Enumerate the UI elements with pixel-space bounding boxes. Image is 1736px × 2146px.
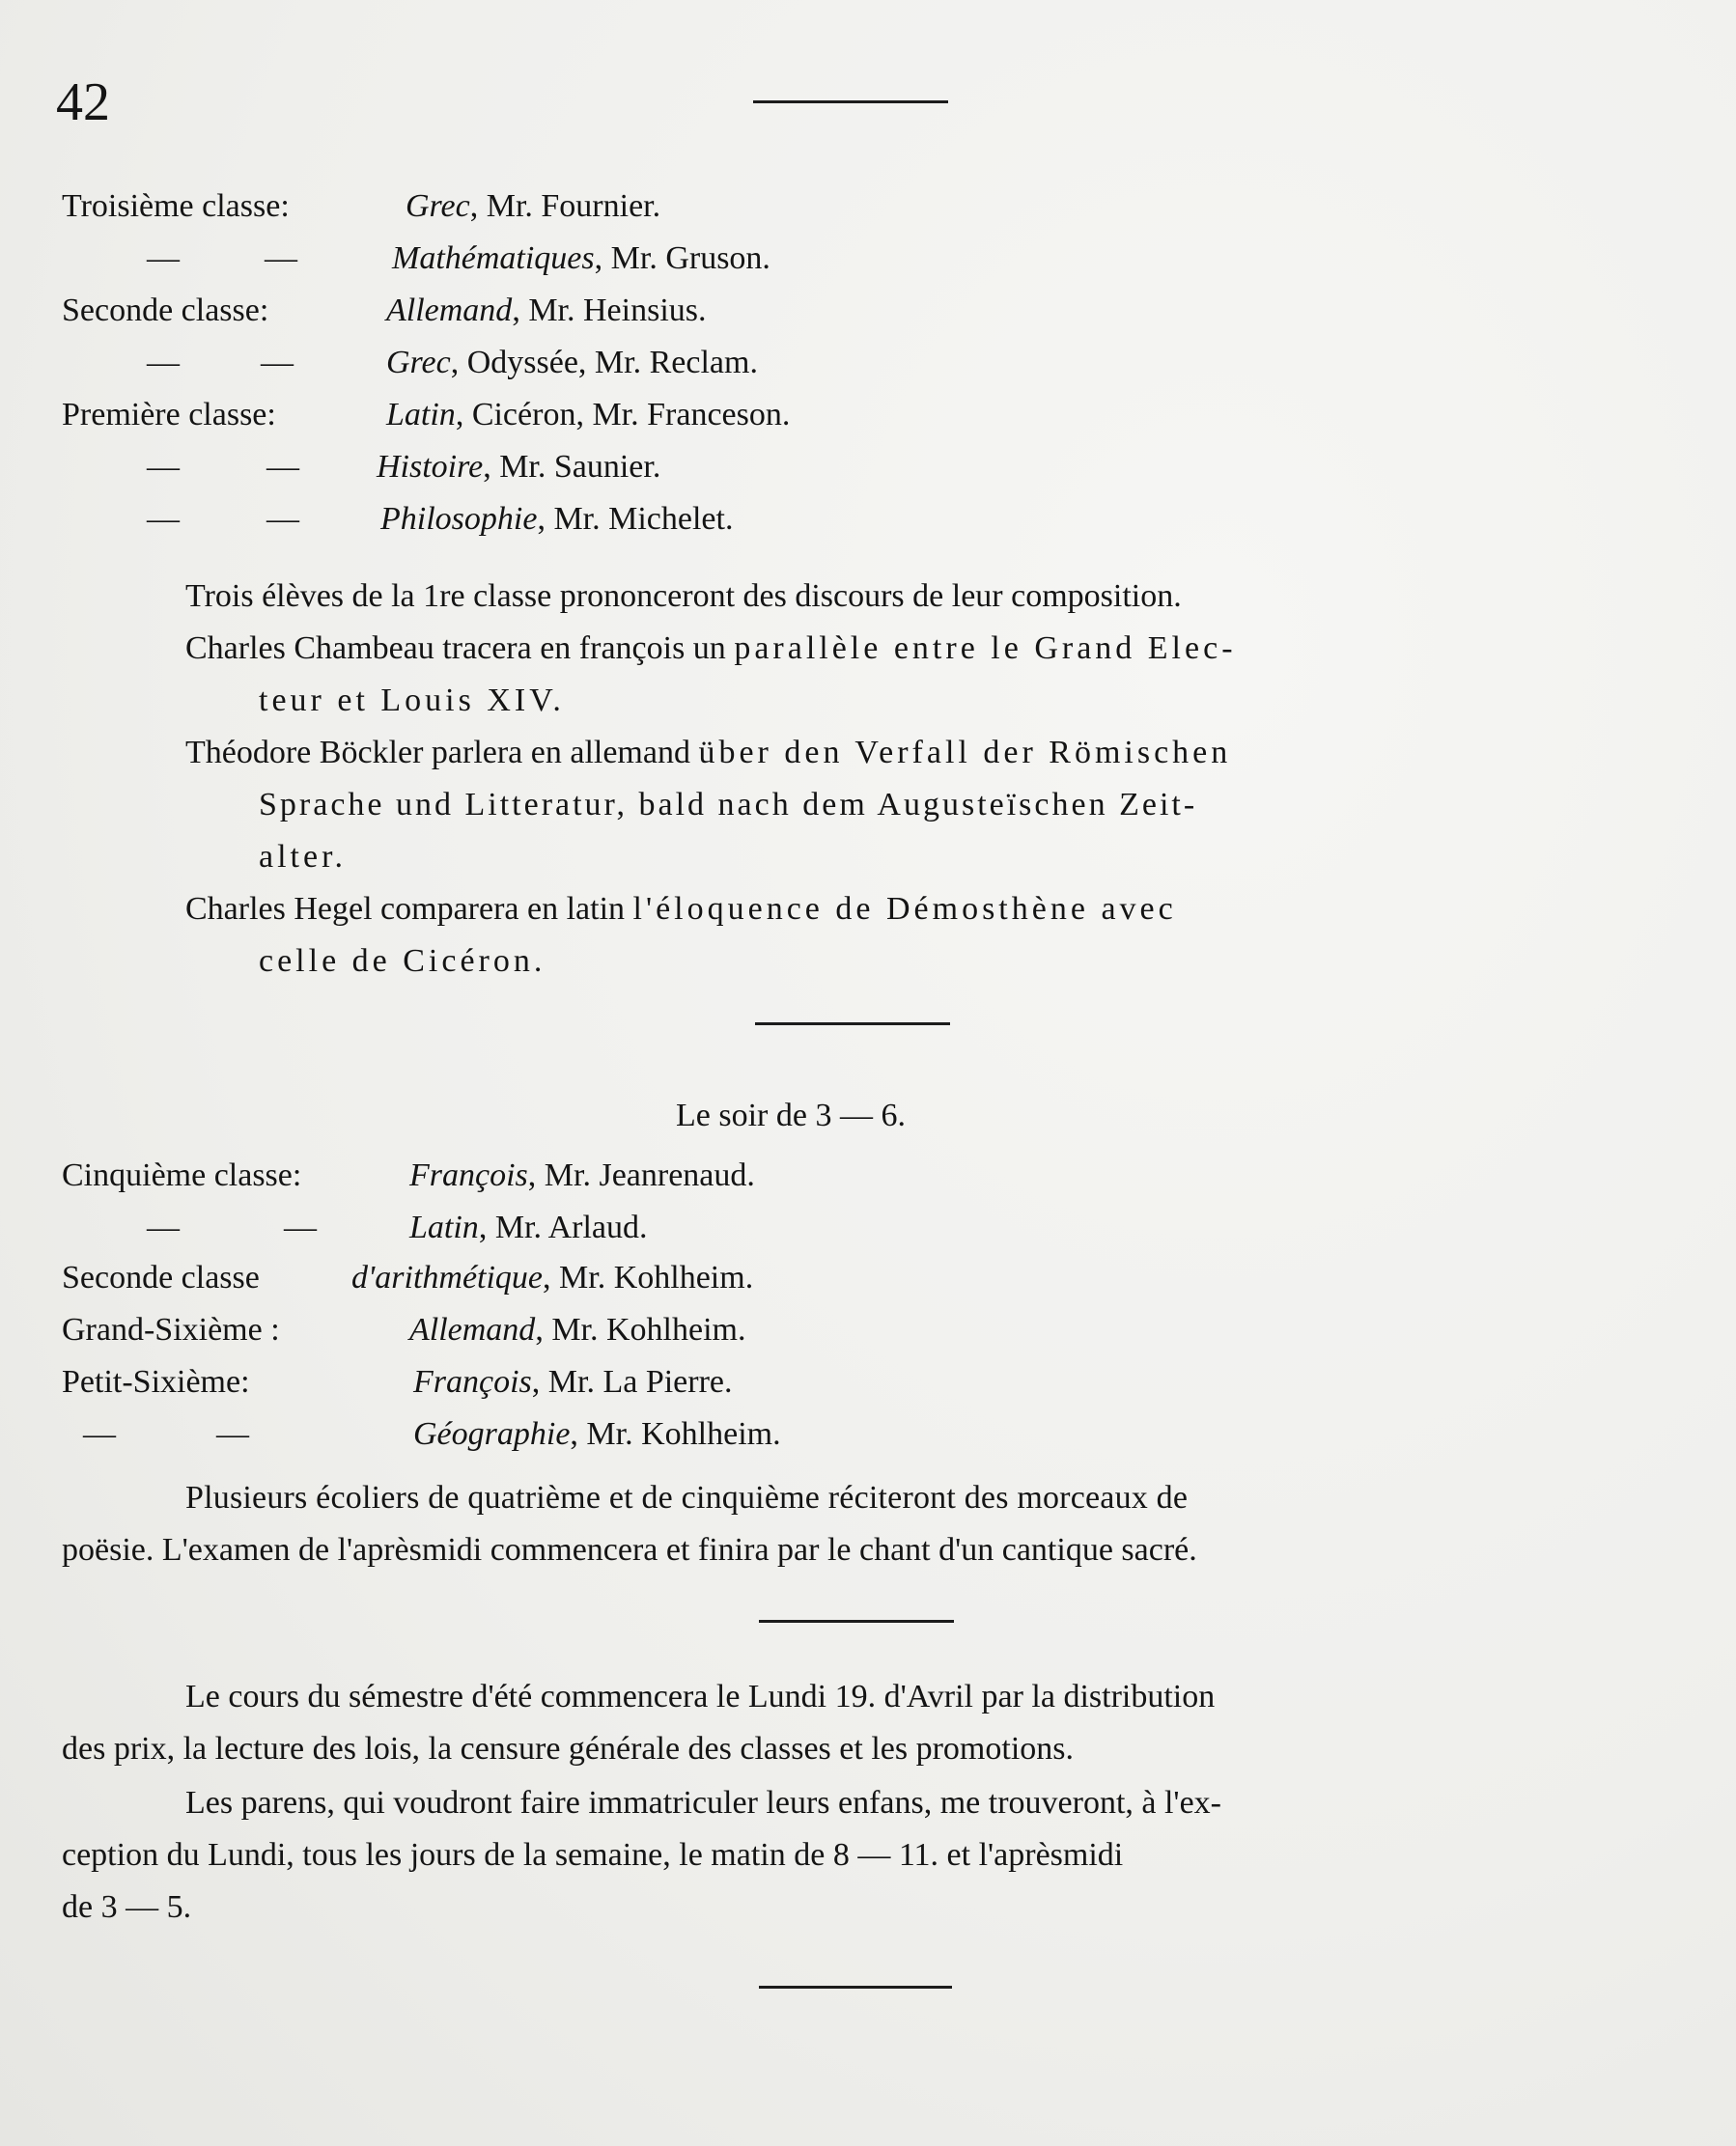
subject: Grec [386, 345, 451, 380]
evening-heading: Le soir de 3 — 6. [676, 1098, 906, 1133]
class-label: Seconde classe: [62, 293, 269, 328]
ditto-dash: — [266, 449, 299, 485]
teacher: , Mr. Michelet. [537, 501, 734, 537]
class-label: Petit-Sixième: [62, 1364, 250, 1400]
ditto-dash: — [216, 1416, 249, 1452]
section-rule [759, 1620, 954, 1623]
subject: François [413, 1364, 532, 1400]
speech-text: Charles Hegel comparera en latin [185, 891, 633, 927]
speech-topic-cont: Sprache und Litteratur, bald nach dem Augusteïschen Zeit- [259, 787, 1198, 822]
teacher: , Odyssée, Mr. Reclam. [450, 345, 758, 380]
closing-line: Le cours du sémestre d'été commencera le Lundi 19. d'Avril par la distribution [185, 1679, 1216, 1714]
recitation-line-2: poësie. L'examen de l'aprèsmidi commencera et finira par le chant d'un cantique sacré. [62, 1532, 1197, 1568]
ditto-dash: — [147, 501, 180, 537]
speech-bockler [185, 726, 1643, 779]
closing-line: Les parens, qui voudront faire immatriculer leurs enfans, me trouveront, à l'ex- [185, 1785, 1221, 1821]
subject: Allemand [386, 293, 513, 328]
subject: François [409, 1157, 528, 1193]
speech-hegel [185, 882, 1643, 935]
ditto-dash: — [147, 1210, 180, 1245]
subject: Géographie [413, 1416, 571, 1452]
ditto-dash: — [147, 345, 180, 380]
speech-topic: parallèle entre le Grand Elec- [734, 630, 1237, 666]
page-number: 42 [56, 72, 110, 132]
ditto-dash: — [83, 1416, 116, 1452]
closing-line: de 3 — 5. [62, 1889, 192, 1925]
subject: Mathématiques [392, 240, 595, 276]
speech-topic-cont: teur et Louis XIV. [259, 683, 565, 718]
footer-rule [759, 1986, 952, 1989]
subject: Histoire [377, 449, 484, 485]
subject: Allemand [409, 1312, 536, 1348]
teacher: , Mr. La Pierre. [531, 1364, 733, 1400]
subject: Grec [406, 188, 470, 224]
teacher: , Mr. Kohlheim. [543, 1260, 754, 1296]
teacher: , Mr. Heinsius. [512, 293, 707, 328]
recitation-line-1: Plusieurs écoliers de quatrième et de cinquième réciteront des morceaux de [185, 1480, 1189, 1516]
subject: Philosophie [380, 501, 538, 537]
closing-line: ception du Lundi, tous les jours de la semaine, le matin de 8 — 11. et l'aprèsmidi [62, 1837, 1124, 1873]
ditto-dash: — [147, 240, 180, 276]
subject: Latin [386, 397, 456, 432]
class-label: Cinquième classe: [62, 1157, 302, 1193]
teacher: , Mr. Saunier. [483, 449, 661, 485]
section-rule [755, 1022, 950, 1025]
ditto-dash: — [265, 240, 297, 276]
speech-text: Théodore Böckler parlera en allemand [185, 735, 699, 770]
speech-text: Charles Chambeau tracera en françois un [185, 630, 735, 666]
subject: d'arithmétique [351, 1260, 544, 1296]
closing-line: des prix, la lecture des lois, la censure générale des classes et les promotions. [62, 1731, 1074, 1767]
speech-topic-cont: alter. [259, 839, 348, 875]
ditto-dash: — [284, 1210, 317, 1245]
teacher: , Mr. Fournier. [469, 188, 661, 224]
class-label: Troisième classe: [62, 188, 290, 224]
header-rule [753, 100, 948, 103]
ditto-dash: — [261, 345, 294, 380]
speech-intro: Trois élèves de la 1re classe prononceront des discours de leur composition. [185, 578, 1182, 614]
subject: Latin [409, 1210, 479, 1245]
class-label: Première classe: [62, 397, 276, 432]
speech-topic-cont: celle de Cicéron. [259, 943, 546, 979]
teacher: , Mr. Kohlheim. [535, 1312, 746, 1348]
speech-topic: über den Verfall der Römischen [698, 735, 1232, 770]
speech-chambeau [185, 622, 1643, 675]
teacher: , Mr. Jeanrenaud. [527, 1157, 755, 1193]
ditto-dash: — [266, 501, 299, 537]
teacher: , Mr. Arlaud. [478, 1210, 648, 1245]
class-label: Seconde classe [62, 1260, 260, 1296]
teacher: , Mr. Gruson. [594, 240, 770, 276]
speech-topic: l'éloquence de Démosthène avec [632, 891, 1177, 927]
teacher: , Mr. Kohlheim. [570, 1416, 781, 1452]
class-label: Grand-Sixième : [62, 1312, 280, 1348]
teacher: , Cicéron, Mr. Franceson. [455, 397, 791, 432]
ditto-dash: — [147, 449, 180, 485]
